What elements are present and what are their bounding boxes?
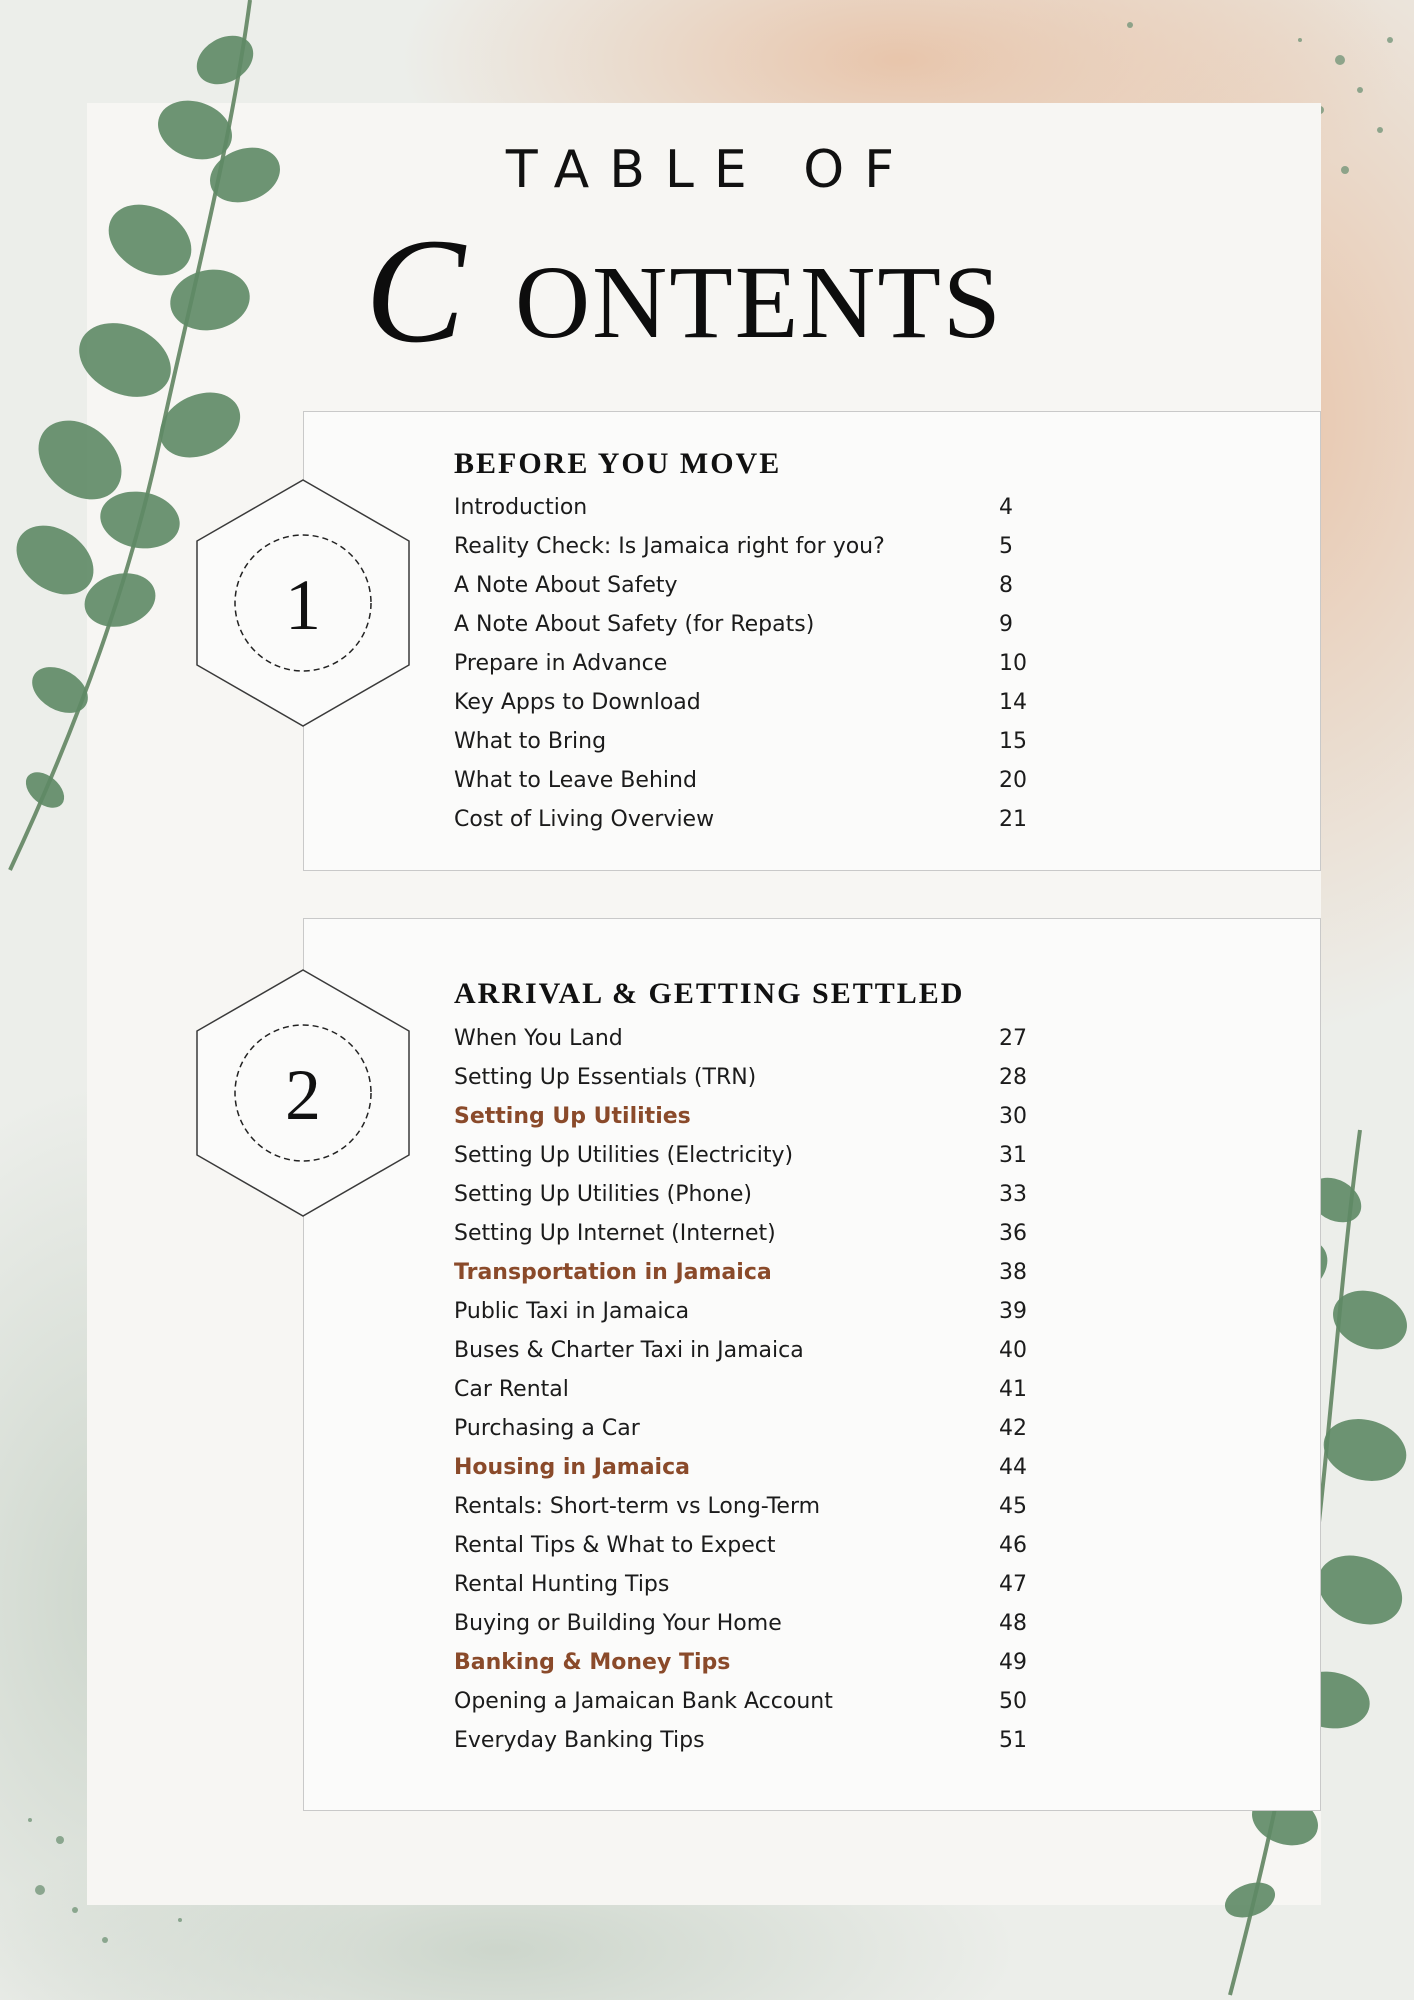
toc-entry-title: When You Land xyxy=(454,1026,623,1051)
toc-entry[interactable] xyxy=(454,1338,1054,1377)
toc-entry-title: Rentals: Short-term vs Long-Term xyxy=(454,1494,821,1519)
title-line-1: TABLE OF xyxy=(505,140,915,200)
toc-entry-title: A Note About Safety xyxy=(454,573,678,598)
section-arrival-getting-settled xyxy=(303,918,1321,1811)
toc-entry[interactable] xyxy=(454,1689,1054,1728)
toc-subsection-heading[interactable] xyxy=(454,1104,1054,1143)
toc-subsection-heading[interactable] xyxy=(454,1650,1054,1689)
toc-entry-title: Setting Up Utilities (Phone) xyxy=(454,1182,752,1207)
toc-entry-page: 36 xyxy=(999,1221,1027,1246)
toc-entry[interactable] xyxy=(454,1533,1054,1572)
toc-entry-title: Cost of Living Overview xyxy=(454,807,715,832)
toc-entry-title: What to Bring xyxy=(454,729,607,754)
toc-entry-title: Everyday Banking Tips xyxy=(454,1728,705,1753)
toc-entry-title: Public Taxi in Jamaica xyxy=(454,1299,690,1324)
toc-entry[interactable] xyxy=(454,768,1054,807)
toc-entry-page: 4 xyxy=(999,495,1013,520)
section-2-badge xyxy=(193,968,413,1218)
toc-entry-page: 27 xyxy=(999,1026,1027,1051)
title-initial: C xyxy=(365,208,466,374)
toc-entry-title: Setting Up Utilities xyxy=(454,1104,691,1129)
toc-entry-page: 20 xyxy=(999,768,1027,793)
toc-entry-title: Car Rental xyxy=(454,1377,569,1402)
section-number: 2 xyxy=(285,1055,321,1135)
toc-entry[interactable] xyxy=(454,495,1054,534)
toc-entry-page: 50 xyxy=(999,1689,1027,1714)
toc-subsection-heading[interactable] xyxy=(454,1455,1054,1494)
toc-entry-page: 45 xyxy=(999,1494,1027,1519)
toc-entry-title: Setting Up Utilities (Electricity) xyxy=(454,1143,794,1168)
toc-entry-page: 8 xyxy=(999,573,1013,598)
toc-entry[interactable] xyxy=(454,1182,1054,1221)
toc-entry-page: 21 xyxy=(999,807,1027,832)
toc-entry[interactable] xyxy=(454,1611,1054,1650)
toc-entry-title: Key Apps to Download xyxy=(454,690,701,715)
toc-entry[interactable] xyxy=(454,612,1054,651)
toc-entry-page: 51 xyxy=(999,1728,1027,1753)
toc-entry-page: 14 xyxy=(999,690,1027,715)
toc-entry[interactable] xyxy=(454,1299,1054,1338)
toc-entry-page: 31 xyxy=(999,1143,1027,1168)
toc-entry-page: 41 xyxy=(999,1377,1027,1402)
toc-entry-page: 46 xyxy=(999,1533,1027,1558)
toc-entry-title: Banking & Money Tips xyxy=(454,1650,731,1675)
toc-entry[interactable] xyxy=(454,1065,1054,1104)
toc-list xyxy=(454,495,1054,846)
toc-entry[interactable] xyxy=(454,1494,1054,1533)
toc-entry-title: Transportation in Jamaica xyxy=(454,1260,772,1285)
toc-list xyxy=(454,1026,1054,1767)
toc-entry-title: What to Leave Behind xyxy=(454,768,697,793)
toc-entry-page: 49 xyxy=(999,1650,1027,1675)
toc-entry[interactable] xyxy=(454,1377,1054,1416)
title-rest: ONTENTS xyxy=(515,245,1003,360)
toc-entry-page: 30 xyxy=(999,1104,1027,1129)
toc-entry-title: Reality Check: Is Jamaica right for you? xyxy=(454,534,885,559)
section-heading: BEFORE YOU MOVE xyxy=(454,447,782,480)
toc-entry[interactable] xyxy=(454,690,1054,729)
toc-entry-page: 15 xyxy=(999,729,1027,754)
toc-entry-page: 28 xyxy=(999,1065,1027,1090)
toc-subsection-heading[interactable] xyxy=(454,1260,1054,1299)
toc-entry-page: 38 xyxy=(999,1260,1027,1285)
toc-entry[interactable] xyxy=(454,1026,1054,1065)
toc-entry-page: 5 xyxy=(999,534,1013,559)
section-number: 1 xyxy=(285,565,321,645)
toc-entry-title: Opening a Jamaican Bank Account xyxy=(454,1689,833,1714)
toc-entry-page: 10 xyxy=(999,651,1027,676)
toc-entry-title: Setting Up Internet (Internet) xyxy=(454,1221,776,1246)
toc-entry-page: 44 xyxy=(999,1455,1027,1480)
toc-entry-title: Buses & Charter Taxi in Jamaica xyxy=(454,1338,804,1363)
toc-entry-page: 40 xyxy=(999,1338,1027,1363)
toc-entry-title: Buying or Building Your Home xyxy=(454,1611,782,1636)
toc-entry-title: Setting Up Essentials (TRN) xyxy=(454,1065,757,1090)
section-1-badge xyxy=(193,478,413,728)
toc-entry-title: Introduction xyxy=(454,495,588,520)
toc-entry-page: 48 xyxy=(999,1611,1027,1636)
toc-entry[interactable] xyxy=(454,651,1054,690)
toc-entry[interactable] xyxy=(454,1416,1054,1455)
toc-entry-title: Housing in Jamaica xyxy=(454,1455,690,1480)
toc-entry-page: 47 xyxy=(999,1572,1027,1597)
toc-entry-title: Rental Tips & What to Expect xyxy=(454,1533,776,1558)
toc-entry[interactable] xyxy=(454,534,1054,573)
title-contents xyxy=(365,208,1085,374)
toc-entry[interactable] xyxy=(454,807,1054,846)
toc-entry[interactable] xyxy=(454,729,1054,768)
toc-entry-page: 39 xyxy=(999,1299,1027,1324)
toc-entry-title: Prepare in Advance xyxy=(454,651,668,676)
eucalyptus-top-left-decoration xyxy=(0,0,300,880)
section-before-you-move xyxy=(303,411,1321,871)
toc-entry[interactable] xyxy=(454,1221,1054,1260)
toc-entry[interactable] xyxy=(454,573,1054,612)
section-heading: ARRIVAL & GETTING SETTLED xyxy=(454,977,965,1010)
toc-entry-title: A Note About Safety (for Repats) xyxy=(454,612,815,637)
toc-entry-page: 33 xyxy=(999,1182,1027,1207)
toc-entry-page: 9 xyxy=(999,612,1013,637)
toc-entry-title: Purchasing a Car xyxy=(454,1416,640,1441)
toc-entry-page: 42 xyxy=(999,1416,1027,1441)
toc-entry[interactable] xyxy=(454,1728,1054,1767)
toc-entry[interactable] xyxy=(454,1572,1054,1611)
toc-entry[interactable] xyxy=(454,1143,1054,1182)
toc-entry-title: Rental Hunting Tips xyxy=(454,1572,670,1597)
